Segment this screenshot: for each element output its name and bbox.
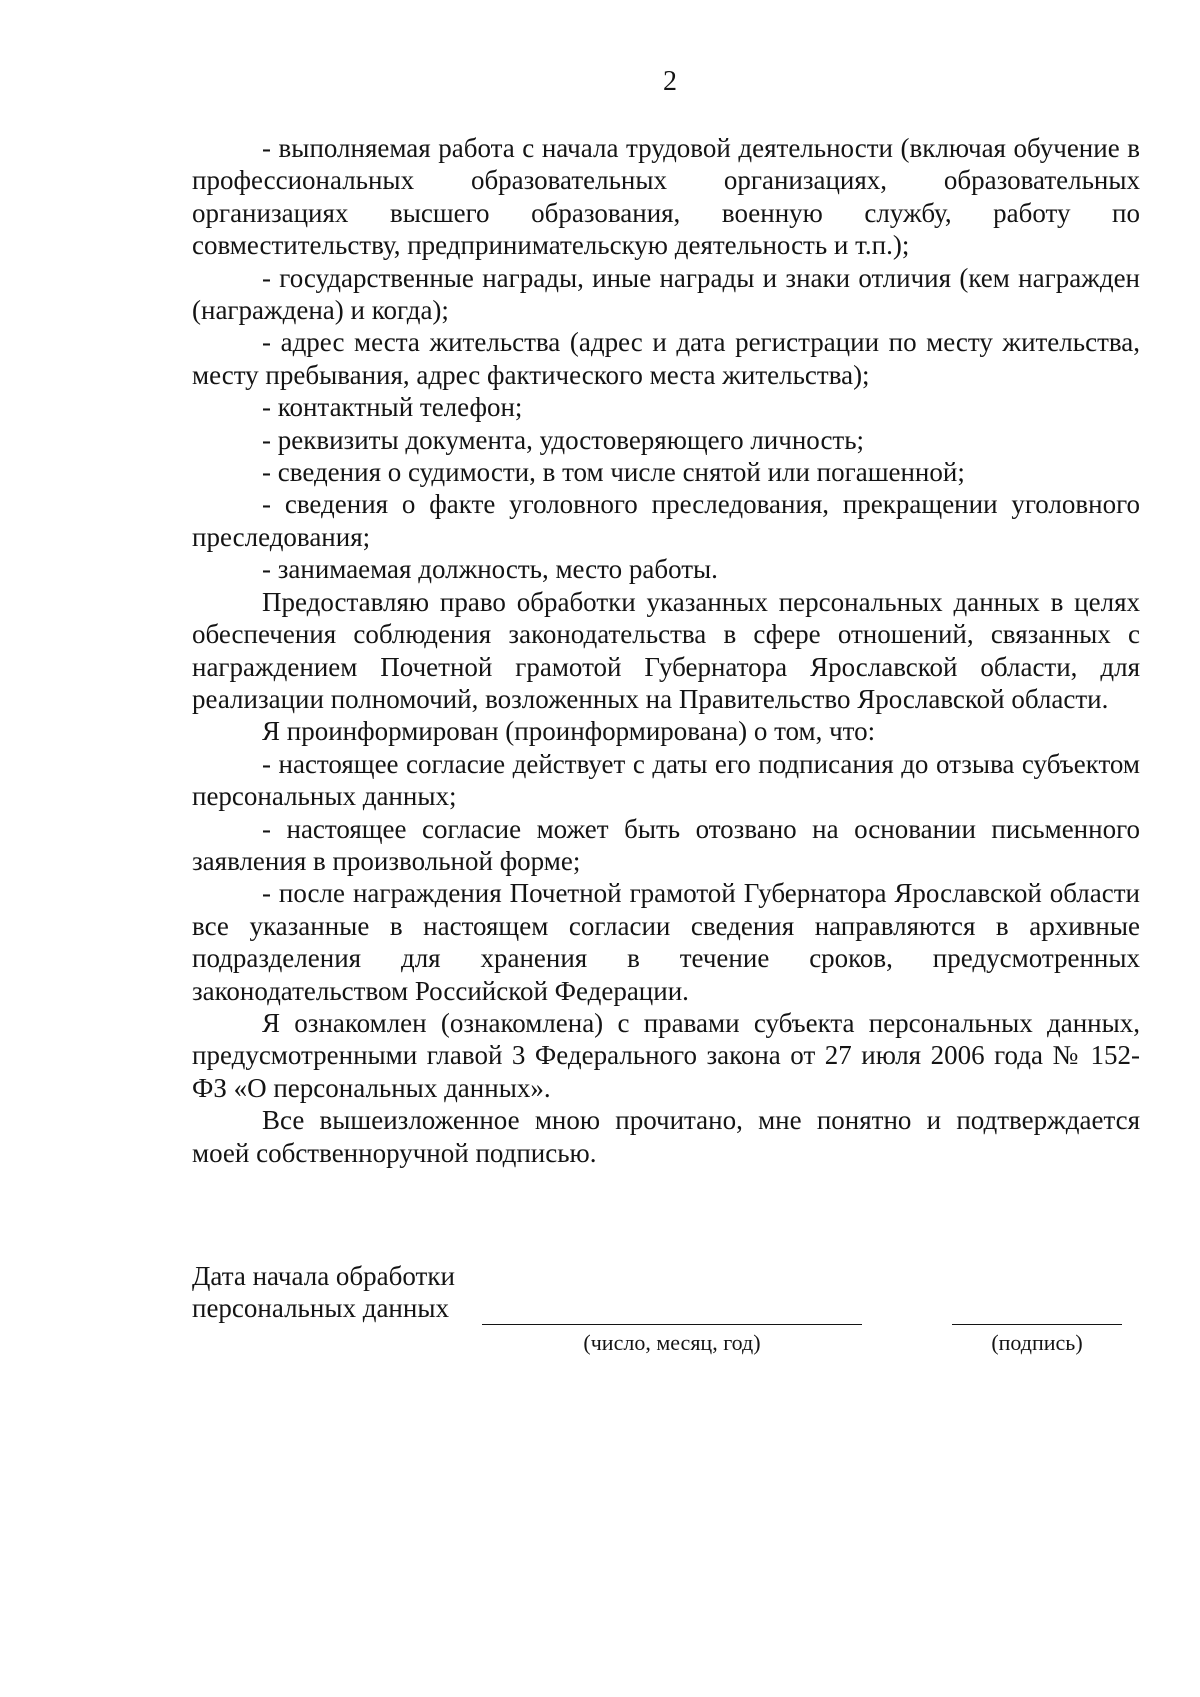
- paragraph-rights: Я ознакомлен (ознакомлена) с правами субъекта персональных данных, предусмотренными главой 3 Федерального закона от 27 июля 2006 года № 152-ФЗ «О персональных данных».: [192, 1007, 1140, 1103]
- signature-block: [192, 1260, 1140, 1370]
- paragraph-work-history: - выполняемая работа с начала трудовой деятельности (включая обучение в профессиональных образовательных организациях, образовательных организациях высшего образования, военную службу, работу по совместительству, предпринимательскую деятельность и т.п.);: [192, 133, 1140, 261]
- paragraph-prosecution: - сведения о факте уголовного преследования, прекращении уголовного преследования;: [192, 489, 1140, 552]
- signature-label-line2: персональных данных: [192, 1293, 449, 1323]
- paragraph-phone: - контактный телефон;: [262, 392, 523, 423]
- signature-blank-line[interactable]: [952, 1324, 1122, 1325]
- paragraph-awards: - государственные награды, иные награды и знаки отличия (кем награжден (награждена) и когда);: [192, 262, 1140, 326]
- paragraph-confirmation: Все вышеизложенное мною прочитано, мне понятно и подтверждается моей собственноручной подписью.: [192, 1105, 1140, 1168]
- page-number: 2: [663, 66, 677, 97]
- document-body: [192, 132, 1140, 1169]
- paragraph-criminal-record: - сведения о судимости, в том числе снятой или погашенной;: [262, 457, 965, 488]
- date-caption: (число, месяц, год): [583, 1330, 761, 1355]
- signature-label-line1: Дата начала обработки: [192, 1261, 455, 1291]
- signature-caption: (подпись): [991, 1330, 1083, 1355]
- paragraph-informed: Я проинформирован (проинформирована) о том, что:: [262, 716, 876, 747]
- paragraph-id-document: - реквизиты документа, удостоверяющего личность;: [262, 424, 865, 455]
- paragraph-validity: - настоящее согласие действует с даты его подписания до отзыва субъектом персональных данных;: [192, 748, 1140, 812]
- date-blank-line[interactable]: [482, 1324, 862, 1325]
- paragraph-consent-grant: Предоставляю право обработки указанных персональных данных в целях обеспечения соблюдения законодательства в сфере отношений, связанных с награждением Почетной грамотой Губернатора Ярославской области, для реализации полномочий, возложенных на Правительство Ярославской области.: [192, 586, 1140, 714]
- paragraph-address: - адрес места жительства (адрес и дата регистрации по месту жительства, месту пребывания, адрес фактического места жительства);: [192, 327, 1140, 390]
- paragraph-archive: - после награждения Почетной грамотой Губернатора Ярославской области все указанные в настоящем согласии сведения направляются в архивные подразделения для хранения в течение сроков, предусмотренных законодательством Российской Федерации.: [192, 878, 1140, 1006]
- paragraph-position: - занимаемая должность, место работы.: [262, 554, 718, 585]
- paragraph-revocation: - настоящее согласие может быть отозвано на основании письменного заявления в произвольной форме;: [192, 813, 1140, 876]
